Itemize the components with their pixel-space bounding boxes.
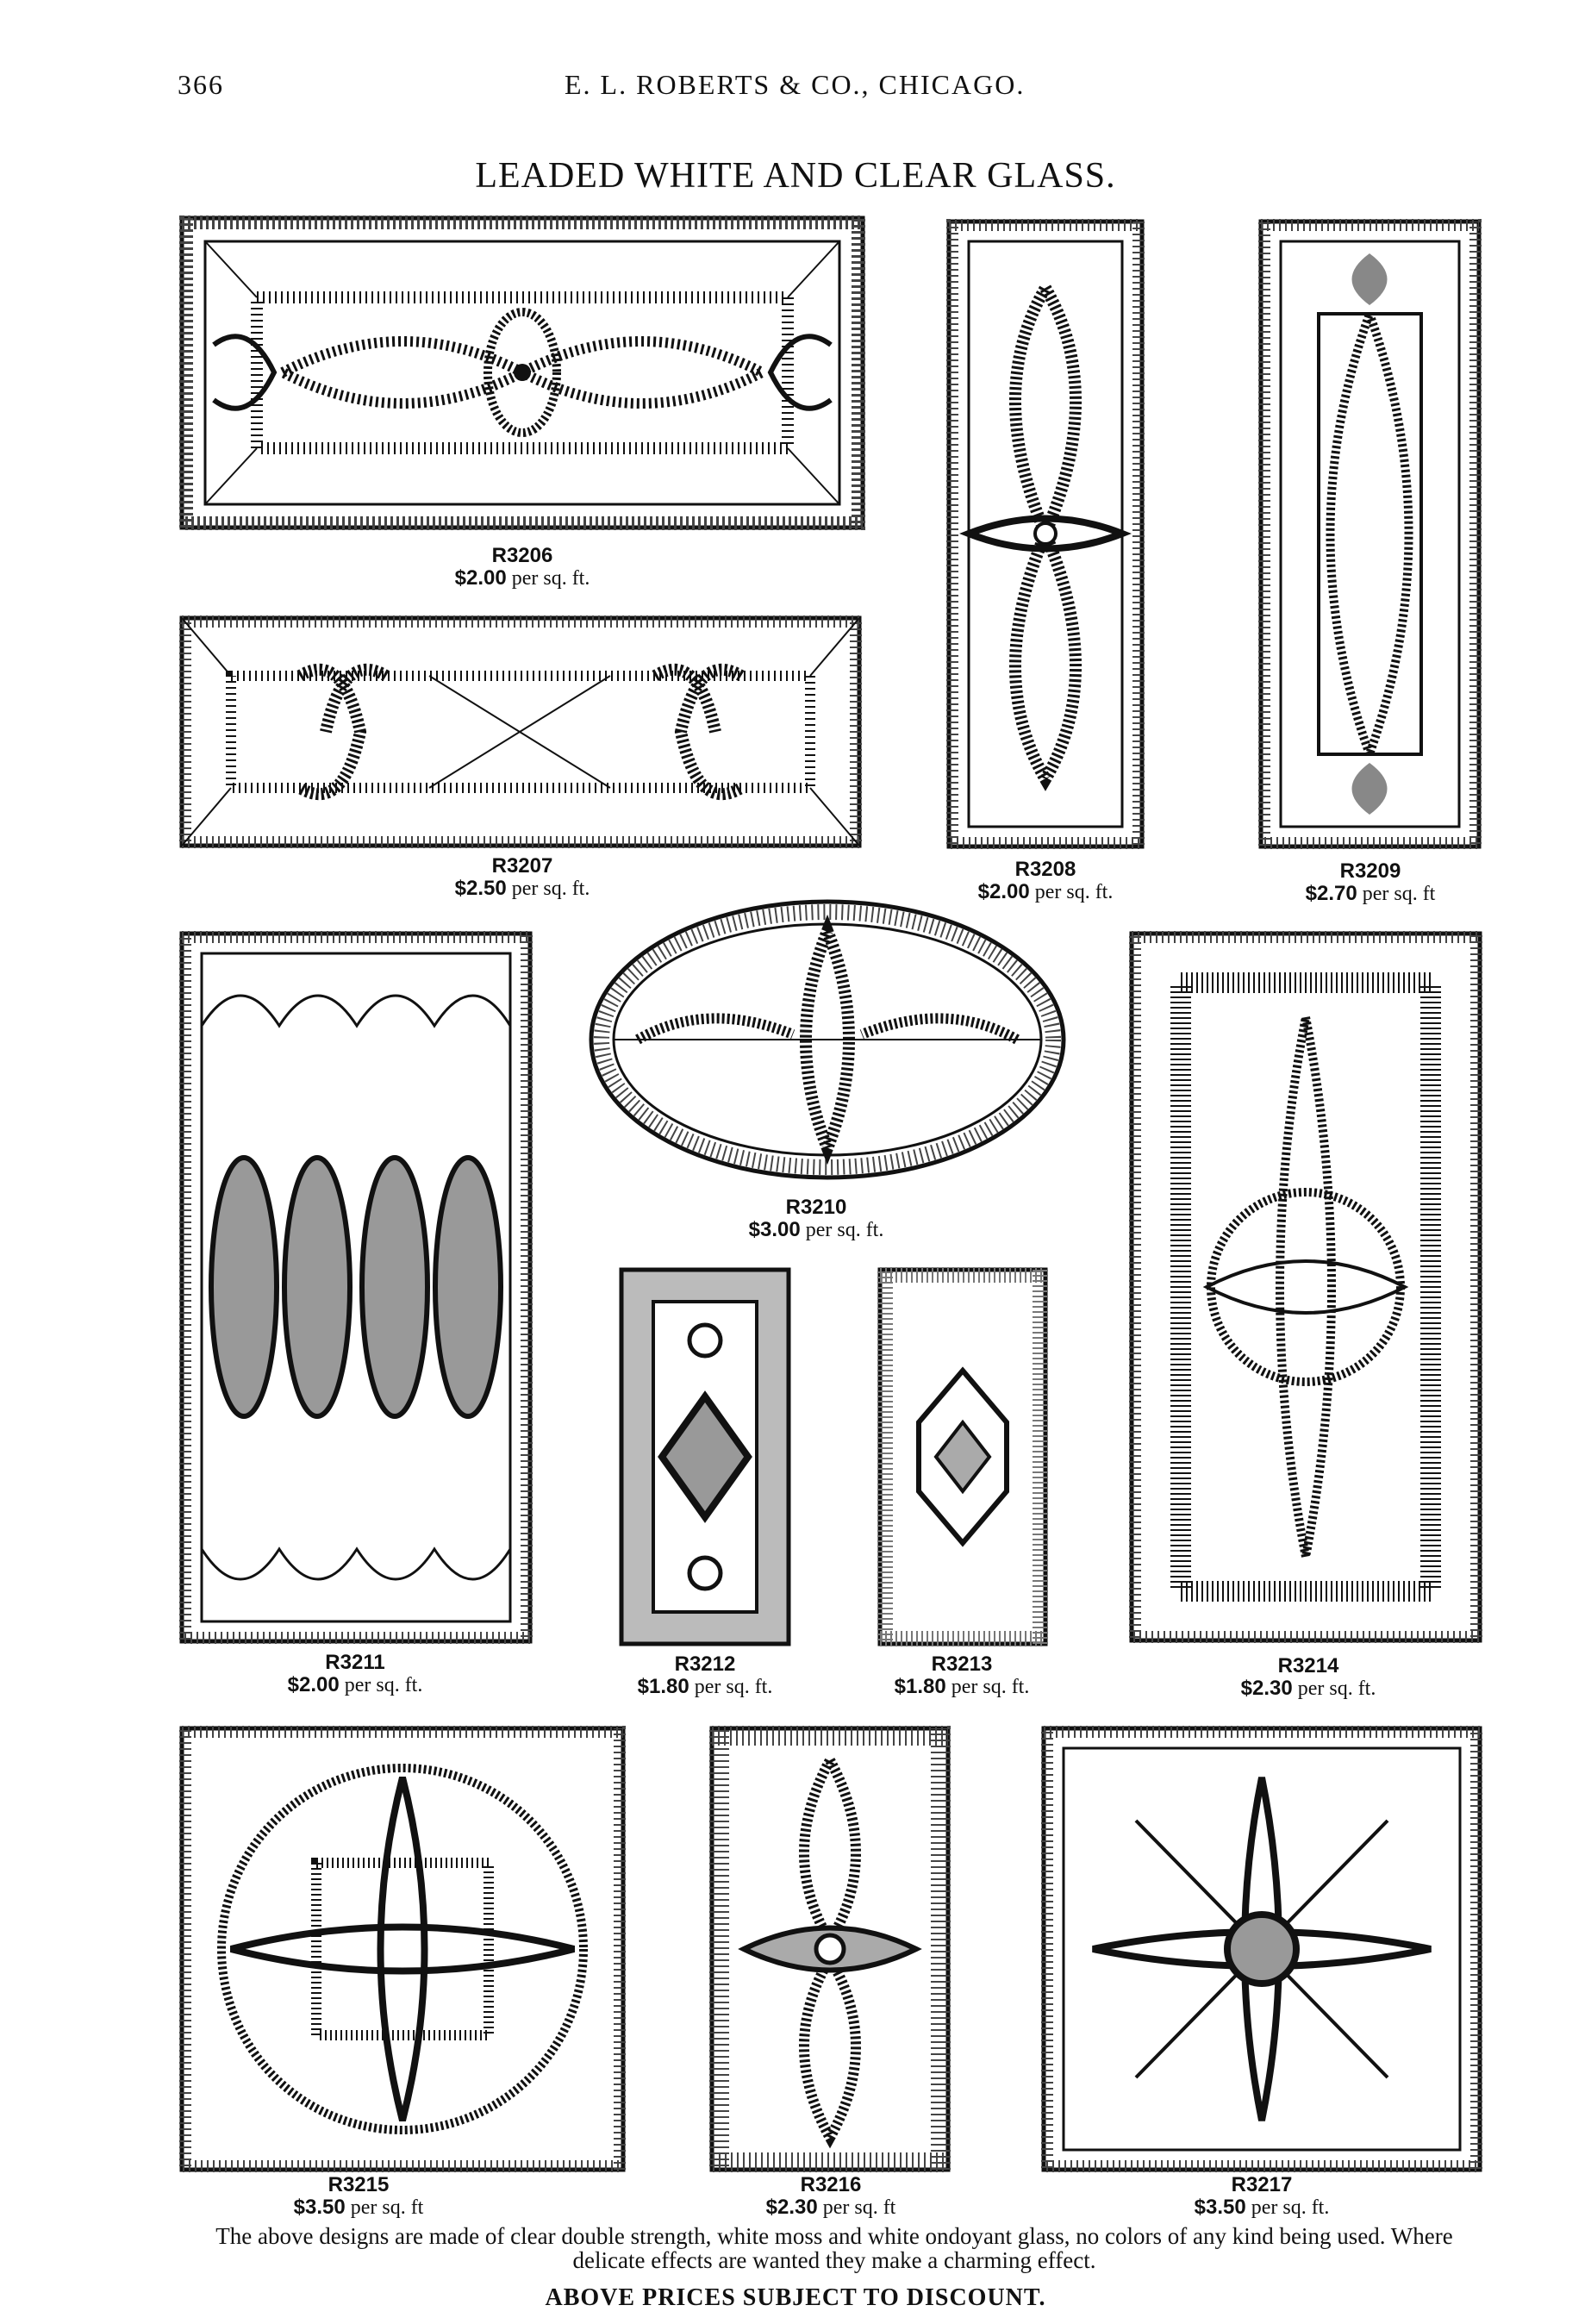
item-unit: per sq. ft. — [1034, 881, 1114, 904]
running-head: E. L. ROBERTS & CO., CHICAGO. — [565, 69, 1026, 100]
item-code: R3211 — [325, 1651, 385, 1674]
glass-panel-r3217 — [1041, 1726, 1482, 2172]
caption-r3211 — [226, 1652, 484, 1697]
caption-r3209 — [1241, 860, 1500, 906]
caption-r3216 — [702, 2174, 960, 2220]
item-code: R3215 — [328, 2173, 390, 2196]
glass-panel-r3213 — [877, 1267, 1048, 1646]
caption-r3212 — [576, 1653, 834, 1699]
item-code: R3208 — [1014, 858, 1076, 881]
item-unit: per sq. ft. — [694, 1676, 773, 1699]
item-price: $1.80 — [894, 1675, 946, 1699]
item-price: $3.50 — [293, 2196, 346, 2220]
item-code: R3214 — [1277, 1654, 1339, 1677]
item-price: $2.00 — [977, 880, 1030, 904]
caption-r3213 — [833, 1653, 1091, 1699]
item-price: $3.00 — [748, 1218, 801, 1242]
caption-r3207 — [393, 855, 652, 901]
item-price: $2.70 — [1305, 882, 1357, 906]
glass-panel-r3206 — [179, 216, 865, 530]
item-code: R3207 — [491, 854, 553, 878]
item-unit: per sq. ft — [822, 2196, 896, 2220]
glass-panel-r3210 — [586, 896, 1069, 1183]
caption-r3215 — [229, 2174, 488, 2220]
item-price: $2.50 — [454, 877, 507, 901]
caption-r3210 — [687, 1196, 945, 1242]
item-unit: per sq. ft — [350, 2196, 424, 2220]
item-code: R3216 — [800, 2173, 862, 2196]
item-code: R3206 — [491, 544, 553, 567]
item-code: R3213 — [931, 1652, 993, 1676]
glass-panel-r3207 — [179, 615, 862, 848]
item-unit: per sq. ft. — [951, 1676, 1030, 1699]
item-unit: per sq. ft — [1362, 883, 1436, 906]
caption-r3214 — [1179, 1655, 1438, 1701]
item-unit: per sq. ft. — [1251, 2196, 1330, 2220]
footer-discount: ABOVE PRICES SUBJECT TO DISCOUNT. — [545, 2284, 1046, 2311]
item-unit: per sq. ft. — [511, 567, 590, 590]
item-price: $2.30 — [1240, 1677, 1293, 1701]
caption-r3217 — [1132, 2174, 1391, 2220]
item-price: $2.00 — [287, 1673, 340, 1697]
item-price: $2.00 — [454, 566, 507, 590]
item-code: R3212 — [674, 1652, 736, 1676]
glass-panel-r3209 — [1258, 219, 1482, 849]
glass-panel-r3215 — [179, 1726, 626, 2172]
glass-panel-r3214 — [1129, 931, 1482, 1643]
item-code: R3209 — [1339, 859, 1401, 883]
page-title: LEADED WHITE AND CLEAR GLASS. — [475, 156, 1116, 196]
item-unit: per sq. ft. — [344, 1674, 423, 1697]
item-price: $1.80 — [637, 1675, 689, 1699]
item-unit: per sq. ft. — [805, 1219, 884, 1242]
item-code: R3210 — [785, 1196, 847, 1219]
item-price: $3.50 — [1194, 2196, 1246, 2220]
page-number: 366 — [178, 69, 224, 100]
glass-panel-r3216 — [709, 1726, 951, 2172]
item-unit: per sq. ft. — [1297, 1677, 1376, 1701]
glass-panel-r3208 — [946, 219, 1145, 849]
item-price: $2.30 — [765, 2196, 818, 2220]
item-unit: per sq. ft. — [511, 878, 590, 901]
glass-panel-r3211 — [179, 931, 533, 1644]
item-code: R3217 — [1231, 2173, 1293, 2196]
glass-panel-r3212 — [619, 1267, 791, 1646]
caption-r3206 — [393, 545, 652, 590]
footer-note: The above designs are made of clear double strength, white moss and white ondoyant glass, no colors of any kind being used. Where delicate effects are wanted they make a charming effect. — [215, 2223, 1453, 2274]
